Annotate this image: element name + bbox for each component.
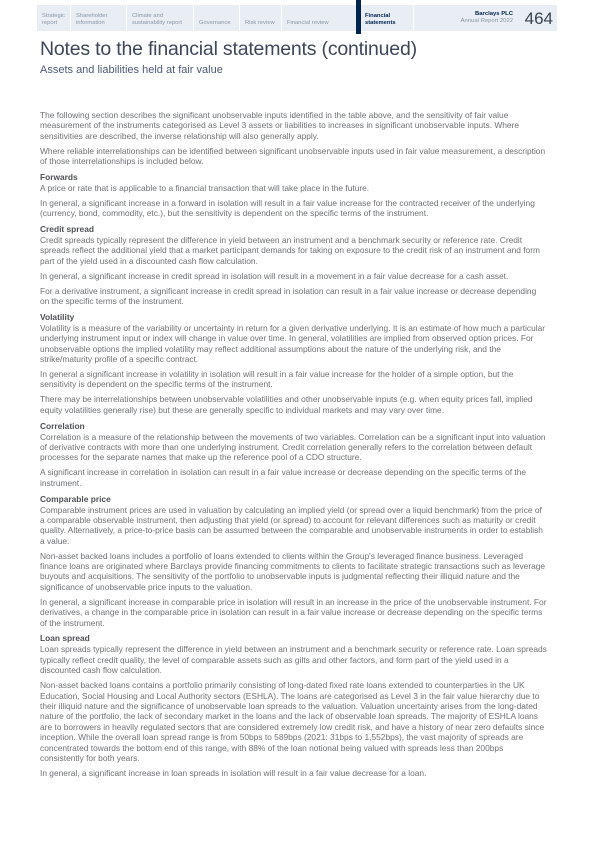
header-brand-area [413,5,557,31]
definition-section [40,224,547,306]
paragraph: The following section describes the significant unobservable inputs identified in the table above, and the sensitivity of fair value measurement of the instruments categorised as Level 3 assets or liabilities to increases in significant unobservable inputs. Where sensitivities are described, the inverse relationship will also generally apply. [40,110,520,141]
definition-section [40,312,547,415]
paragraph: Loan spreads typically represent the difference in yield between an instrument and a benchmark security or reference rate. Loan spreads typically reflect credit quality, the level of comparable assets such as gilts and other factors, and form part of the yield used in a discounted cash flow calculation. [40,644,547,676]
report-brand [417,11,513,25]
paragraph: Where reliable interrelationships can be identified between significant unobservable inputs used in fair value measurement, a description of those interrelationships is included below. [40,145,546,167]
paragraph: There may be interrelationships between unobservable volatilities and other unobservable inputs (e.g. when equity prices fall, implied equity volatilities generally rise) but these are generally specific to individual markets and may vary over time. [40,394,533,415]
section-heading: Credit spread [40,224,94,235]
page-title: Notes to the financial statements (continued) [40,38,417,60]
body-text [40,110,547,778]
definition-section [40,494,547,628]
nav-tab-label: Financial statements [365,13,396,27]
section-paragraphs [40,644,547,778]
paragraph: Volatility is a measure of the variability or uncertainty in return for a given derivative underlying. It is an estimate of how much a particular underlying instrument input or index will change in value over time. In general, volatilities are implied from observed option prices. For unobservable options the implied volatility may reflect additional assumptions about the nature of the underlying risk, and the strike/maturity profile of a specific contract. [40,322,546,365]
paragraph: For a derivative instrument, a significant increase in credit spread in isolation can result in a fair value increase or decrease depending on the specific terms of the instrument. [40,285,537,307]
paragraph: Correlation is a measure of the relationship between the movements of two variables. Correlation can be a significant input into valuation of derivative contracts with more than one underlying instrument. Credit correlation generally refers to the correlation between default processes for the separate names that make up the reference pool of a CDO structure. [40,431,546,463]
header-nav [37,5,557,31]
paragraph: Credit spreads typically represent the difference in yield between an instrument and a benchmark security or reference rate. Credit spreads reflect the additional yield that a market participant demands for taking on exposure to the credit risk of an instrument and form part of the yield used in a discounted cash flow calculation. [40,235,540,266]
nav-tab[interactable] [193,5,239,31]
paragraph: Non-asset backed loans includes a portfolio of loans extended to clients within the Group's leveraged finance business. Leveraged finance loans are originated where Barclays provide financing commitments to clients to facilitate strategic transactions such as leverage buyouts and acquisitions. The sensitivity of the portfolio to unobservable inputs is judgmental reflecting their illiquid nature and the significance of unobservable price inputs to the valuation. [40,550,546,592]
paragraph: A price or rate that is applicable to a financial transaction that will take place in the future. [40,182,370,193]
section-heading: Volatility [40,312,75,322]
section-heading: Correlation [40,420,85,431]
paragraph: In general, a significant increase in comparable price in isolation will result in an increase in the price of the unobservable instrument. For derivatives, a change in the comparable price in isolation can result in a fair value increase or decrease depending on the specific terms of the instrument. [40,596,547,628]
paragraph: In general a significant increase in volatility in isolation will result in a fair value increase for the holder of a simple option, but the sensitivity is dependent on the specific terms of the instrument. [40,369,514,390]
paragraph: A significant increase in correlation in isolation can result in a fair value increase or decrease depending on the specific terms of the instrument. [40,467,527,488]
paragraph: Comparable instrument prices are used in valuation by calculating an implied yield (or spread over a liquid benchmark) from the price of a comparable observable instrument, then adjusting that yield (or spread) to account for relevant differences such as maturity or credit quality. Alternatively, a price-to-price basis can be assumed between the comparable and unobservable instruments in order to establish a value. [40,504,543,546]
nav-tab-label: Risk review [245,20,275,27]
nav-tab-label: Governance [199,20,231,27]
section-heading: Comparable price [40,493,111,504]
paragraph: In general, a significant increase in a forward in isolation will result in a fair value increase for the contracted receiver of the underlying (currency, bond, commodity, etc.), but the sensitivity is dependent on the specific terms of the instrument. [40,197,535,219]
nav-tab[interactable] [359,5,413,31]
brand-name: Barclays PLC [475,11,513,17]
definition-section [40,172,547,219]
section-heading: Forwards [40,172,78,183]
nav-tab-label: Financial review [287,20,329,27]
section-paragraphs [40,432,547,489]
nav-tab[interactable] [37,5,70,31]
paragraph: Non-asset backed loans contains a portfolio primarily consisting of long-dated fixed rate loans extended to counterparties in the UK Education, Social Housing and Local Authority sectors (ESHLA). The loans are categorised as Level 3 in the fair value hierarchy due to their illiquid nature and the significance of unobservable loan spreads to the valuation. Valuation uncertainty arises from the long-dated nature of the portfolio, the lack of secondary market in the loans and the lack of observable loan spreads. The majority of ESHLA loans are to borrowers in heavily regulated sectors that are considered extremely low credit risk, and have a history of near zero defaults since inception. While the overall loan spread range is from 50bps to 589bps (2021: 31bps to 1,552bps), the vast majority of spreads are concentrated towards the bottom end of this range, with 88% of the loan notional being valued with spreads less than 200bps consistently for both years. [40,680,545,763]
nav-tab-label: Shareholder information [76,13,108,27]
brand-subtitle: Annual Report 2022 [460,18,513,24]
definition-section [40,633,547,778]
section-paragraphs [40,183,547,219]
nav-tab-label: Climate and sustainability report [132,13,182,27]
nav-tabs [37,5,413,31]
page-content [40,38,547,783]
intro-paragraphs [40,110,547,167]
definition-sections [40,172,547,778]
paragraph: In general, a significant increase in credit spread in isolation will result in a movement in a fair value decrease for a cash asset. [40,270,509,281]
nav-tab-label: Strategic report [42,13,65,27]
section-heading: Loan spread [40,633,90,644]
paragraph: In general, a significant increase in loan spreads in isolation will result in a fair value decrease for a loan. [40,767,427,778]
page-subtitle: Assets and liabilities held at fair value [40,64,223,76]
section-paragraphs [40,323,547,415]
section-paragraphs [40,505,547,628]
section-paragraphs [40,235,547,306]
nav-tab[interactable] [281,5,359,31]
definition-section [40,421,547,488]
nav-tab[interactable] [70,5,126,31]
page-number: 464 [524,8,553,28]
nav-tab[interactable] [126,5,193,31]
nav-tab[interactable] [239,5,281,31]
